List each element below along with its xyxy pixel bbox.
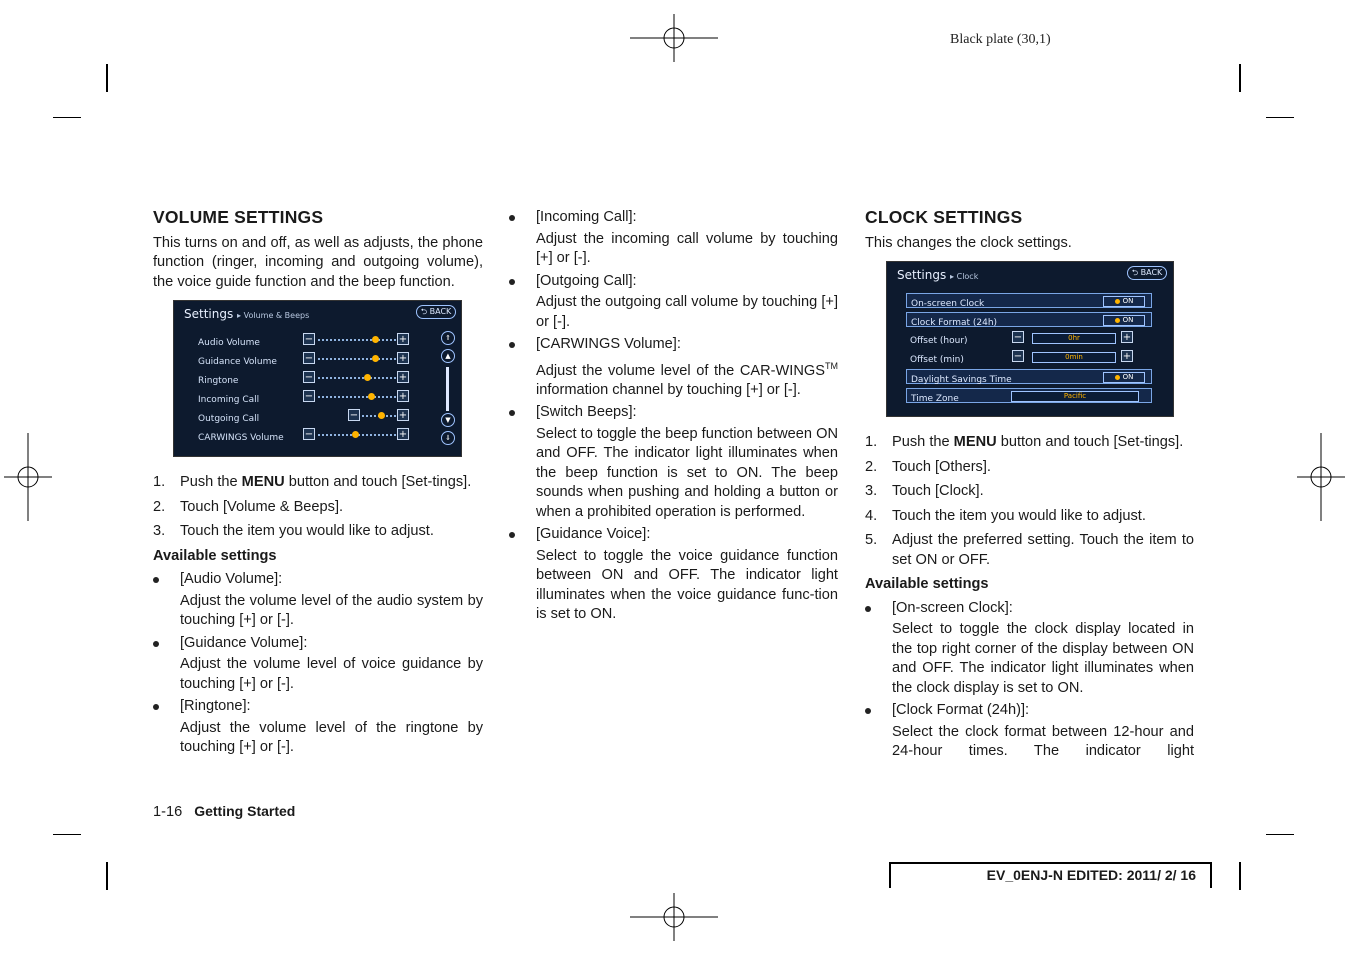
setting-item: [Switch Beeps]: Select to toggle the beep function between ON and OFF. The indicator light illuminates when the beep function is set to ON. The beep sounds when pushing and holding a button or when a prohibited operation is performed. xyxy=(509,403,838,522)
volume-row-label: Outgoing Call xyxy=(198,414,260,424)
indicator-light: ON xyxy=(1103,315,1145,326)
scroll-top-icon[interactable]: ⇑ xyxy=(441,331,455,345)
scroll-up-icon[interactable]: ▲ xyxy=(441,349,455,363)
volume-track[interactable] xyxy=(318,339,400,341)
setting-item: [Audio Volume]: Adjust the volume level of the audio system by touching [+] or [-]. xyxy=(153,570,483,631)
registration-mark-right xyxy=(1297,433,1345,521)
scroll-thumb[interactable] xyxy=(446,367,449,411)
minus-button[interactable]: − xyxy=(304,429,314,440)
clock-row-label: On-screen Clock xyxy=(911,299,985,309)
step: 3. Touch [Clock]. xyxy=(865,483,984,499)
clock-row-label: Offset (min) xyxy=(910,355,964,365)
clock-column xyxy=(865,208,1194,765)
setting-item: [CARWINGS Volume]: Adjust the volume level of the CAR-WINGS™ information channel by touching [+] or [-]. xyxy=(509,335,838,400)
plus-button[interactable]: + xyxy=(398,334,408,345)
clock-row[interactable] xyxy=(906,388,1152,403)
minus-button[interactable]: − xyxy=(304,391,314,402)
clock-row-label: Clock Format (24h) xyxy=(911,318,998,328)
clock-row[interactable] xyxy=(906,350,1152,365)
step: 1. Push the MENU button and touch [Set-tings]. xyxy=(865,434,1184,450)
minus-button[interactable]: − xyxy=(304,334,314,345)
step: 3. Touch the item you would like to adjust. xyxy=(153,523,434,539)
volume-row xyxy=(198,426,413,442)
volume-row-label: Audio Volume xyxy=(198,338,260,348)
volume-row xyxy=(198,407,413,423)
volume-intro: This turns on and off, as well as adjusts, the phone function (ringer, incoming and outgoing volume), the voice guide function and the beep function. xyxy=(153,234,483,290)
volume-knob[interactable] xyxy=(352,431,359,438)
clock-row[interactable] xyxy=(906,331,1152,346)
clock-row-label: Daylight Savings Time xyxy=(911,375,1012,385)
plate-label: Black plate (30,1) xyxy=(950,32,1051,47)
volume-row xyxy=(198,350,413,366)
indicator-light: ON xyxy=(1103,372,1145,383)
volume-row-label: Ringtone xyxy=(198,376,239,386)
screen-title: Settings ▸ Clock xyxy=(897,268,979,282)
middle-column xyxy=(509,208,838,628)
volume-knob[interactable] xyxy=(368,393,375,400)
plus-button[interactable]: + xyxy=(1122,332,1132,343)
page-footer xyxy=(153,803,295,820)
time-zone-value: Pacific xyxy=(1011,391,1139,402)
volume-track[interactable] xyxy=(318,358,400,360)
minus-button[interactable]: − xyxy=(304,353,314,364)
screen-title: Settings ▸ Volume & Beeps xyxy=(184,307,310,321)
minus-button[interactable]: − xyxy=(349,410,359,421)
plus-button[interactable]: + xyxy=(398,372,408,383)
plus-button[interactable]: + xyxy=(398,353,408,364)
plus-button[interactable]: + xyxy=(398,429,408,440)
scroll-bottom-icon[interactable]: ⇓ xyxy=(441,431,455,445)
clock-intro: This changes the clock settings. xyxy=(865,234,1072,251)
volume-knob[interactable] xyxy=(372,336,379,343)
volume-knob[interactable] xyxy=(378,412,385,419)
volume-track[interactable] xyxy=(318,377,400,379)
scroll-down-icon[interactable]: ▼ xyxy=(441,413,455,427)
section-name: Getting Started xyxy=(194,803,296,819)
clock-row[interactable] xyxy=(906,312,1152,327)
volume-row-label: Guidance Volume xyxy=(198,357,277,367)
step: 2. Touch [Volume & Beeps]. xyxy=(153,498,344,515)
setting-item: [Outgoing Call]: Adjust the outgoing call volume by touching [+] or [-]. xyxy=(509,272,838,333)
volume-row xyxy=(198,331,413,347)
volume-track[interactable] xyxy=(318,396,400,398)
clock-row-label: Time Zone xyxy=(911,394,959,404)
setting-item: [Incoming Call]: Adjust the incoming call volume by touching [+] or [-]. xyxy=(509,208,838,269)
clock-steps xyxy=(865,433,1194,570)
volume-steps xyxy=(153,473,483,542)
clock-row-label: Offset (hour) xyxy=(910,336,968,346)
offset-value: 0hr xyxy=(1032,333,1116,344)
clock-screen xyxy=(886,261,1174,417)
volume-heading: VOLUME SETTINGS xyxy=(153,207,324,227)
step: 5. Adjust the preferred setting. Touch the item to set ON or OFF. xyxy=(865,532,1194,568)
scrollbar[interactable] xyxy=(441,331,455,451)
clock-row[interactable] xyxy=(906,369,1152,384)
step: 2. Touch [Others]. xyxy=(865,458,991,475)
volume-screen xyxy=(173,300,462,457)
available-settings-heading: Available settings xyxy=(153,547,277,564)
clock-heading: CLOCK SETTINGS xyxy=(865,207,1023,227)
volume-column xyxy=(153,208,483,761)
registration-mark-top xyxy=(630,14,718,62)
volume-track[interactable] xyxy=(318,434,400,436)
step: 4. Touch the item you would like to adjust. xyxy=(865,507,1146,524)
plus-button[interactable]: + xyxy=(398,391,408,402)
minus-button[interactable]: − xyxy=(304,372,314,383)
edited-stamp: EV_0ENJ-N EDITED: 2011/ 2/ 16 xyxy=(889,862,1212,888)
setting-item: [Ringtone]: Adjust the volume level of the ringtone by touching [+] or [-]. xyxy=(153,697,483,758)
volume-row xyxy=(198,369,413,385)
back-button[interactable]: ⮌ BACK xyxy=(416,305,456,319)
offset-value: 0min xyxy=(1032,352,1116,363)
available-settings-heading: Available settings xyxy=(865,576,989,592)
volume-row-label: CARWINGS Volume xyxy=(198,433,284,443)
volume-knob[interactable] xyxy=(372,355,379,362)
volume-row xyxy=(198,388,413,404)
setting-item: [Clock Format (24h)]: Select the clock format between 12-hour and 24-hour times. The indicator light xyxy=(865,701,1194,762)
registration-mark-left xyxy=(4,433,52,521)
page-number: 1-16 xyxy=(153,804,183,820)
registration-mark-bottom xyxy=(630,893,718,941)
volume-row-label: Incoming Call xyxy=(198,395,260,405)
volume-knob[interactable] xyxy=(364,374,371,381)
setting-item: [Guidance Volume]: Adjust the volume level of voice guidance by touching [+] or [-]. xyxy=(153,634,483,695)
back-button[interactable]: ⮌ BACK xyxy=(1127,266,1167,280)
plus-button[interactable]: + xyxy=(398,410,408,421)
step: 1. Push the MENU button and touch [Set-tings]. xyxy=(153,474,472,490)
clock-row[interactable] xyxy=(906,293,1152,308)
setting-item: [Guidance Voice]: Select to toggle the voice guidance function between ON and OFF. The indicator light illuminates when the voice guidance func-tion is set to ON. xyxy=(509,525,838,625)
indicator-light: ON xyxy=(1103,296,1145,307)
plus-button[interactable]: + xyxy=(1122,351,1132,362)
minus-button[interactable]: − xyxy=(1013,351,1023,362)
setting-item: [On-screen Clock]: Select to toggle the clock display located in the top right corner of the display between ON and OFF. The indicator light illuminates when the clock display is set to ON. xyxy=(865,599,1194,699)
minus-button[interactable]: − xyxy=(1013,332,1023,343)
